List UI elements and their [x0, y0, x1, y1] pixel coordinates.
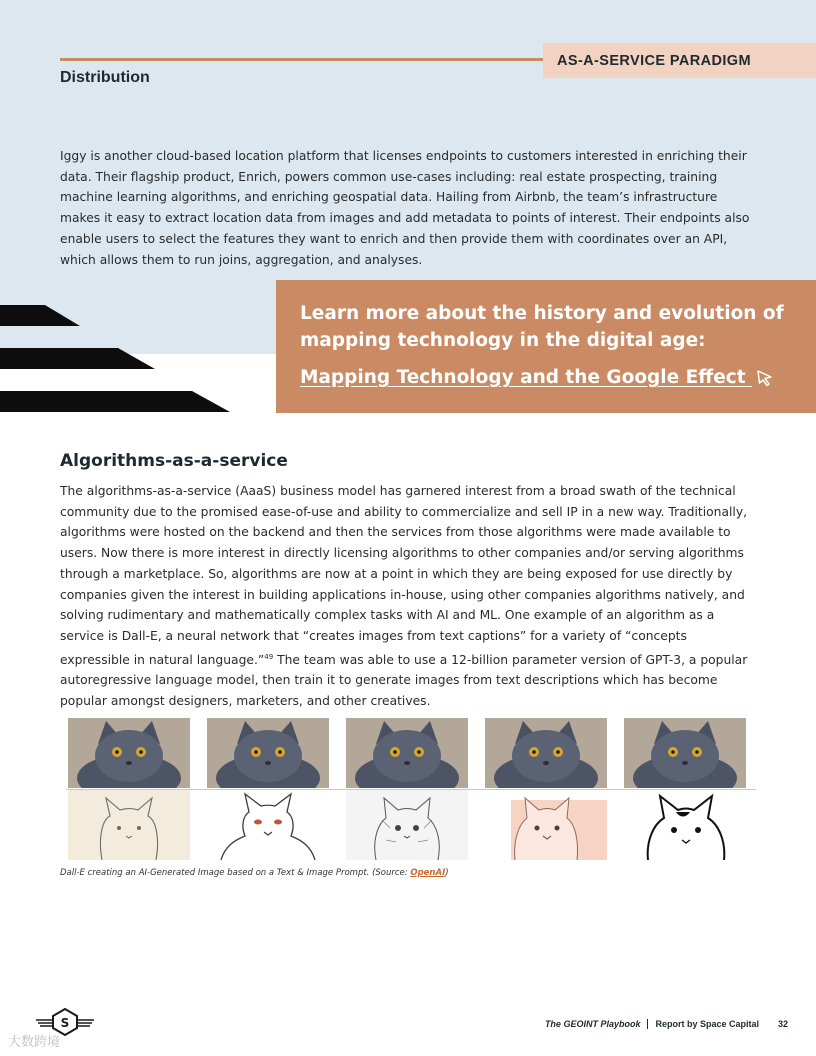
cat-photo	[485, 718, 607, 788]
header-rule	[60, 58, 546, 61]
caption-text: Dall-E creating an AI-Generated Image based on a Text & Image Prompt. (Source:	[60, 868, 411, 878]
google-effect-link[interactable]	[300, 367, 774, 388]
cat-photo	[624, 718, 746, 788]
footer-divider	[647, 1019, 648, 1029]
footer-report: Report by Space Capital	[655, 1019, 759, 1029]
algorithms-heading: Algorithms-as-a-service	[60, 451, 288, 471]
page-number: 32	[777, 1019, 788, 1029]
cat-sketch	[485, 790, 607, 860]
svg-text:S: S	[60, 1016, 70, 1030]
cat-photo	[68, 718, 190, 788]
cat-photo-row	[66, 718, 756, 788]
page-footer	[545, 1019, 788, 1029]
cat-sketch	[624, 790, 746, 860]
distribution-paragraph: Iggy is another cloud-based location platform that licenses endpoints to customers interested in enriching their data. Their flagship product, Enrich, powers common use-cases including: real estate prospecting, training machine learning algorithms, and enriching geospatial data. Hailing from Airbnb, the team’s infrastructure makes it easy to extract location data from images and add metadata to points of interest. Their endpoints also enable users to select the features they want to enrich and then provide them with coordinates over an API, which allows them to run joins, aggregation, and analyses.	[60, 149, 750, 267]
footnote-ref: 49	[264, 652, 274, 661]
cursor-arrow-icon	[756, 369, 774, 387]
decorative-stripes	[0, 300, 240, 420]
callout-link-label: Mapping Technology and the Google Effect	[300, 367, 746, 388]
cat-sketch-row	[66, 789, 756, 859]
cat-photo	[207, 718, 329, 788]
algorithms-paragraph	[60, 481, 760, 712]
cat-sketch	[68, 790, 190, 860]
dall-e-figure	[66, 718, 756, 858]
callout-title: Learn more about the history and evolution of mapping technology in the digital age:	[300, 303, 784, 351]
learn-more-callout	[276, 280, 816, 413]
algorithms-paragraph-main: The algorithms-as-a-service (AaaS) business model has garnered interest from a broad swath of the technical community due to the promised ease-of-use and ability to commercialize and sell IP in a new way. Traditionally, algorithms were hosted on the backend and then the services from those algorithms were made available to users. Now there is more interest in directly licensing algorithms to other companies and/or serving algorithms through a marketplace. So, algorithms are now at a point in which they are being exposed for use directly by companies given the interest in building applications in-house, using other companies algorithms natively, and solving rudimentary and mathematically complex tasks with AI and ML. One example of an algorithm as a service is Dall-E, a neural network that “creates images from text captions” for a variety of “concepts expressible in natural language.”	[60, 484, 748, 667]
distribution-heading: Distribution	[60, 69, 150, 86]
section-tag: AS-A-SERVICE PARADIGM	[543, 43, 816, 78]
cat-photo	[346, 718, 468, 788]
cat-sketch	[207, 790, 329, 860]
figure-caption	[60, 868, 449, 878]
caption-end: )	[445, 868, 449, 878]
watermark: 大数跨境	[8, 1035, 61, 1050]
algorithms-paragraph-tail: The team was able to use a 12-billion parameter version of GPT-3, a popular autoregressive language model, then train it to generate images from text descriptions which has become popular amongst designers, marketers, and other creatives.	[60, 652, 748, 709]
footer-playbook-title: The GEOINT Playbook	[544, 1019, 641, 1029]
openai-source-link[interactable]: OpenAI	[410, 868, 446, 878]
cat-sketch	[346, 790, 468, 860]
